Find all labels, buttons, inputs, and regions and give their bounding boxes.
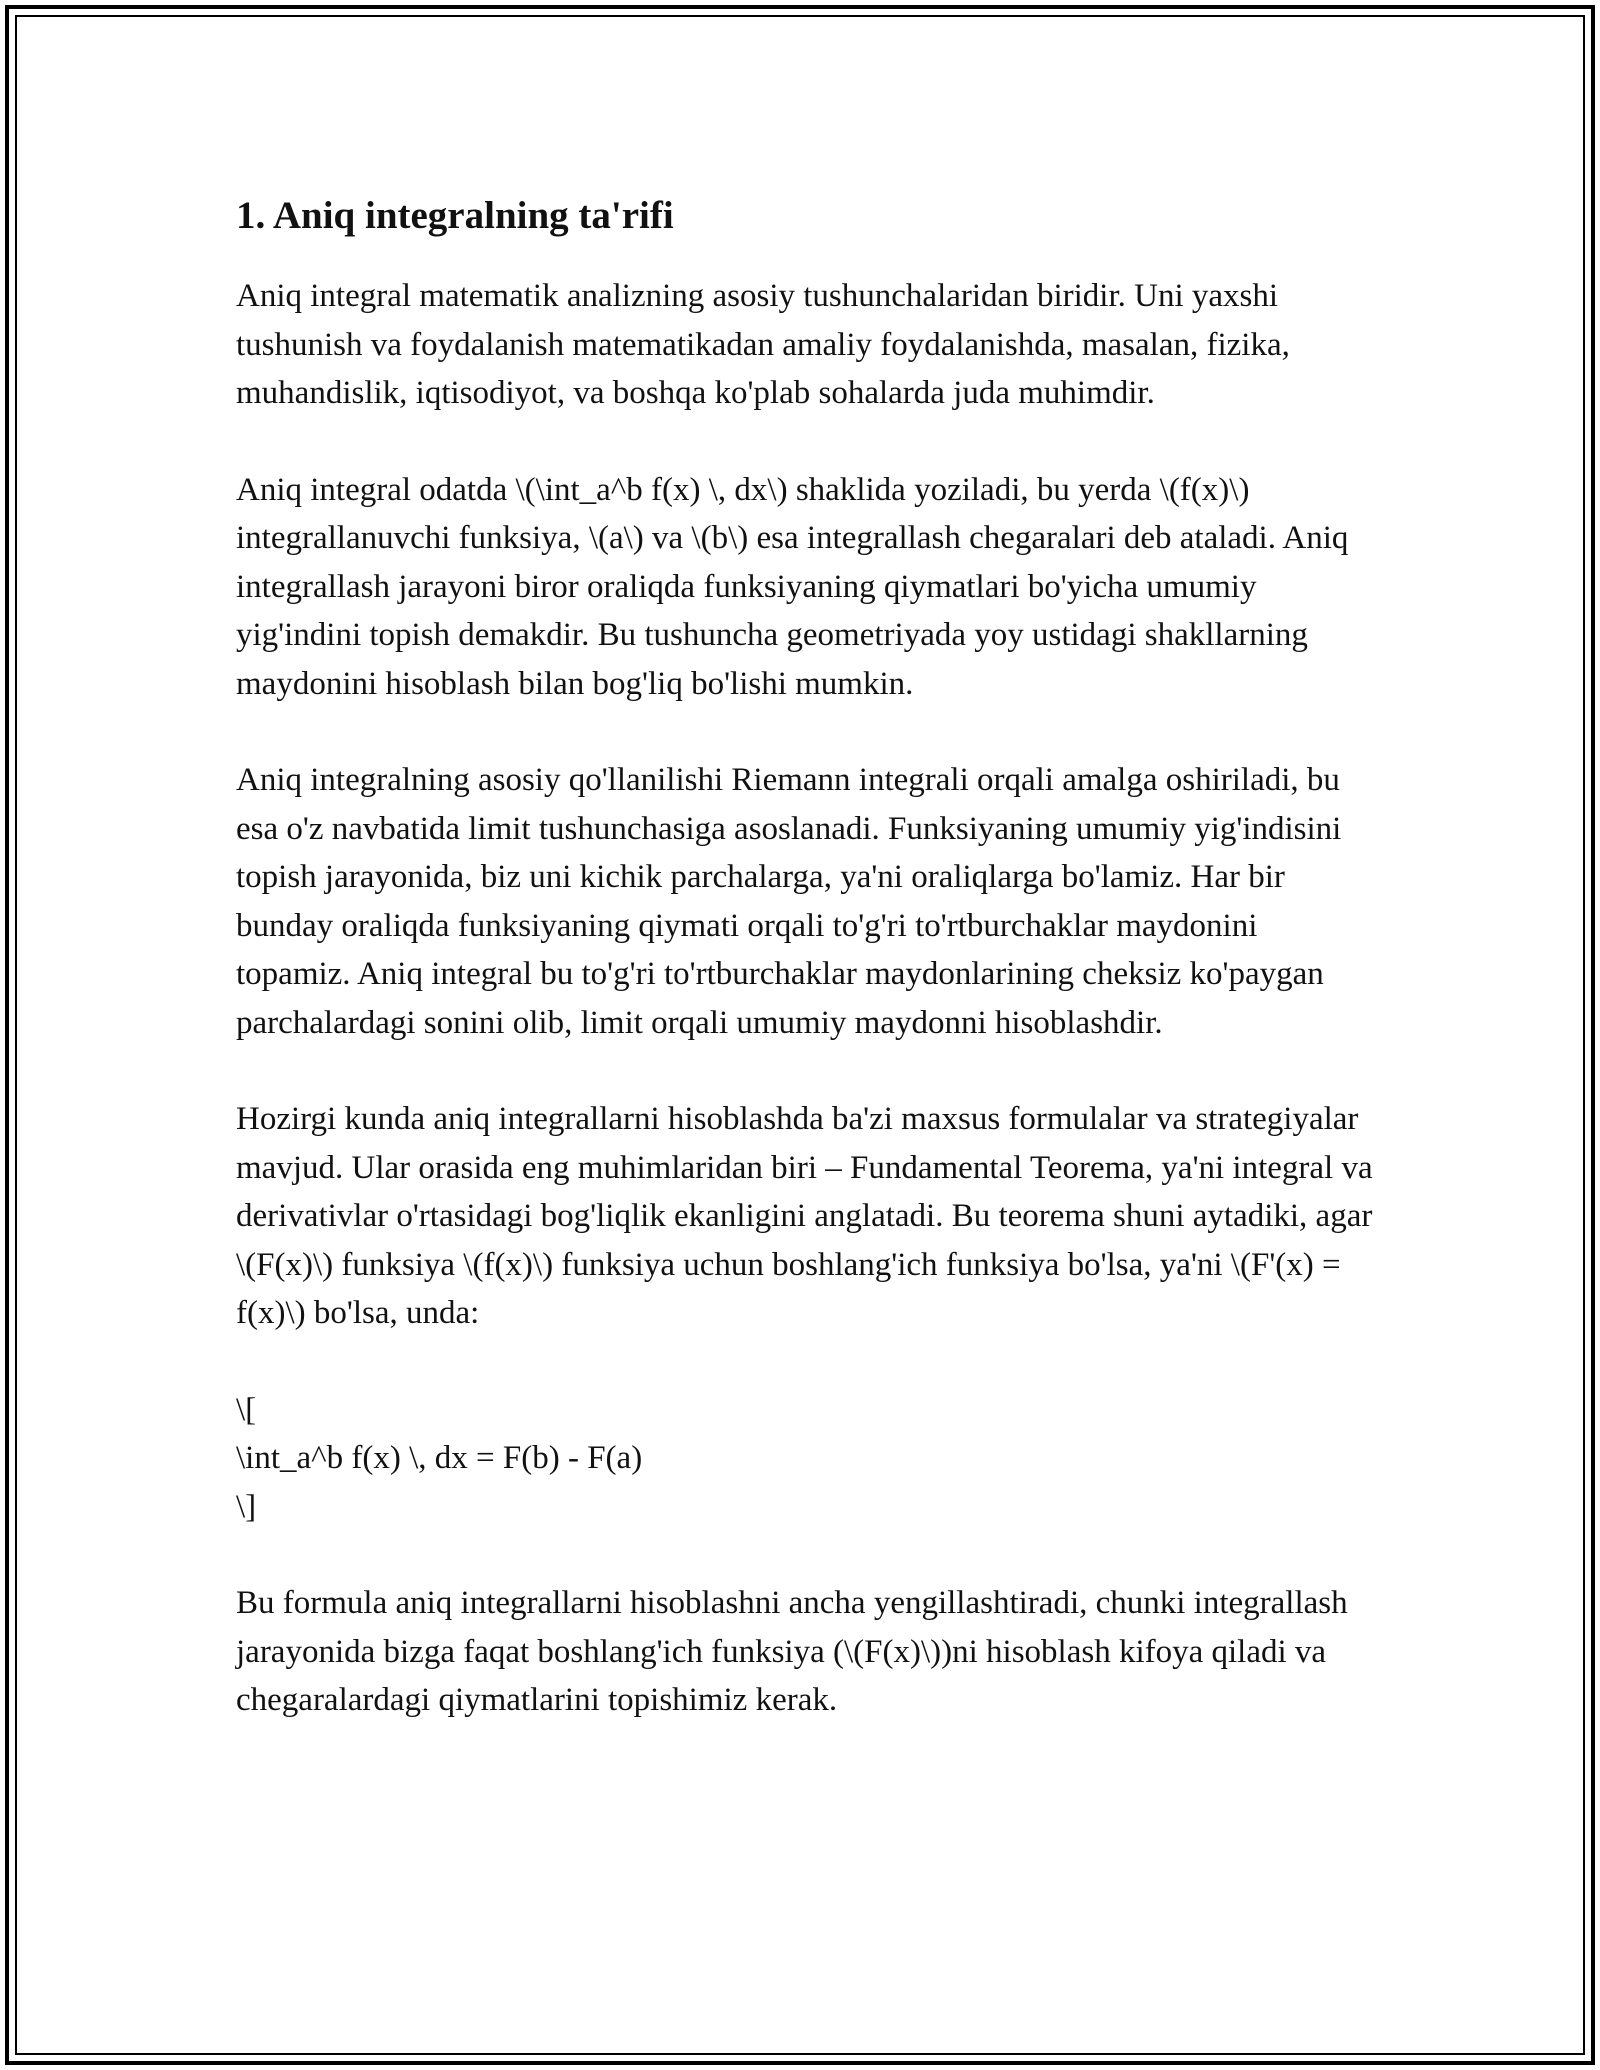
formula-block xyxy=(236,1386,1376,1532)
paragraph-riemann: Aniq integralning asosiy qo'llanilishi Riemann integrali orqali amalga oshiriladi, bu esa o'z navbatida limit tushunchasiga asoslanadi. Funksiyaning umumiy yig'indisini topish jarayonida, biz uni kichik parchalarga, ya'ni oraliqlarga bo'lamiz. Har bir bunday oraliqda funksiyaning qiymati orqali to'g'ri to'rtburchaklar maydonini topamiz. Aniq integral bu to'g'ri to'rtburchaklar maydonlarining cheksiz ko'paygan parchalardagi sonini olib, limit orqali umumiy maydonni hisoblashdir. xyxy=(236,762,1342,1041)
paragraph-notation: Aniq integral odatda \(\int_a^b f(x) \, dx\) shaklida yoziladi, bu yerda \(f(x)\) integrallanuvchi funksiya, \(a\) va \(b\) esa integrallash chegaralari deb ataladi. Aniq integrallash jarayoni biror oraliqda funksiyaning qiymatlari bo'yicha umumiy yig'indini topish demakdir. Bu tushuncha geometriyada yoy ustidagi shakllarning maydonini hisoblash bilan bog'liq bo'lishi mumkin. xyxy=(236,471,1349,702)
formula-line-open: \[ xyxy=(236,1391,257,1428)
paragraph-closing: Bu formula aniq integrallarni hisoblashni ancha yengillashtiradi, chunki integrallash jarayonida bizga faqat boshlang'ich funksiya (\(F(x)\))ni hisoblash kifoya qiladi va chegaralardagi qiymatlarini topishimiz kerak. xyxy=(236,1585,1348,1718)
formula-line-equation: \int_a^b f(x) \, dx = F(b) - F(a) xyxy=(236,1440,643,1476)
formula-line-close: \] xyxy=(236,1488,257,1525)
paragraph-intro: Aniq integral matematik analizning asosiy tushunchalaridan biridir. Uni yaxshi tushunish va foydalanish matematikadan amaliy foydalanishda, masalan, fizika, muhandislik, iqtisodiyot, va boshqa ko'plab sohalarda juda muhimdir. xyxy=(236,278,1290,411)
section-heading: 1. Aniq integralning ta'rifi xyxy=(236,194,674,237)
document-body xyxy=(236,188,1376,1773)
paragraph-fundamental-theorem: Hozirgi kunda aniq integrallarni hisoblashda ba'zi maxsus formulalar va strategiyalar mavjud. Ular orasida eng muhimlaridan biri – Fundamental Teorema, ya'ni integral va derivativlar o'rtasidagi bog'liqlik ekanligini anglatadi. Bu teorema shuni aytadiki, agar \(F(x)\) funksiya \(f(x)\) funksiya uchun boshlang'ich funksiya bo'lsa, ya'ni \(F'(x) = f(x)\) bo'lsa, unda: xyxy=(236,1101,1373,1331)
